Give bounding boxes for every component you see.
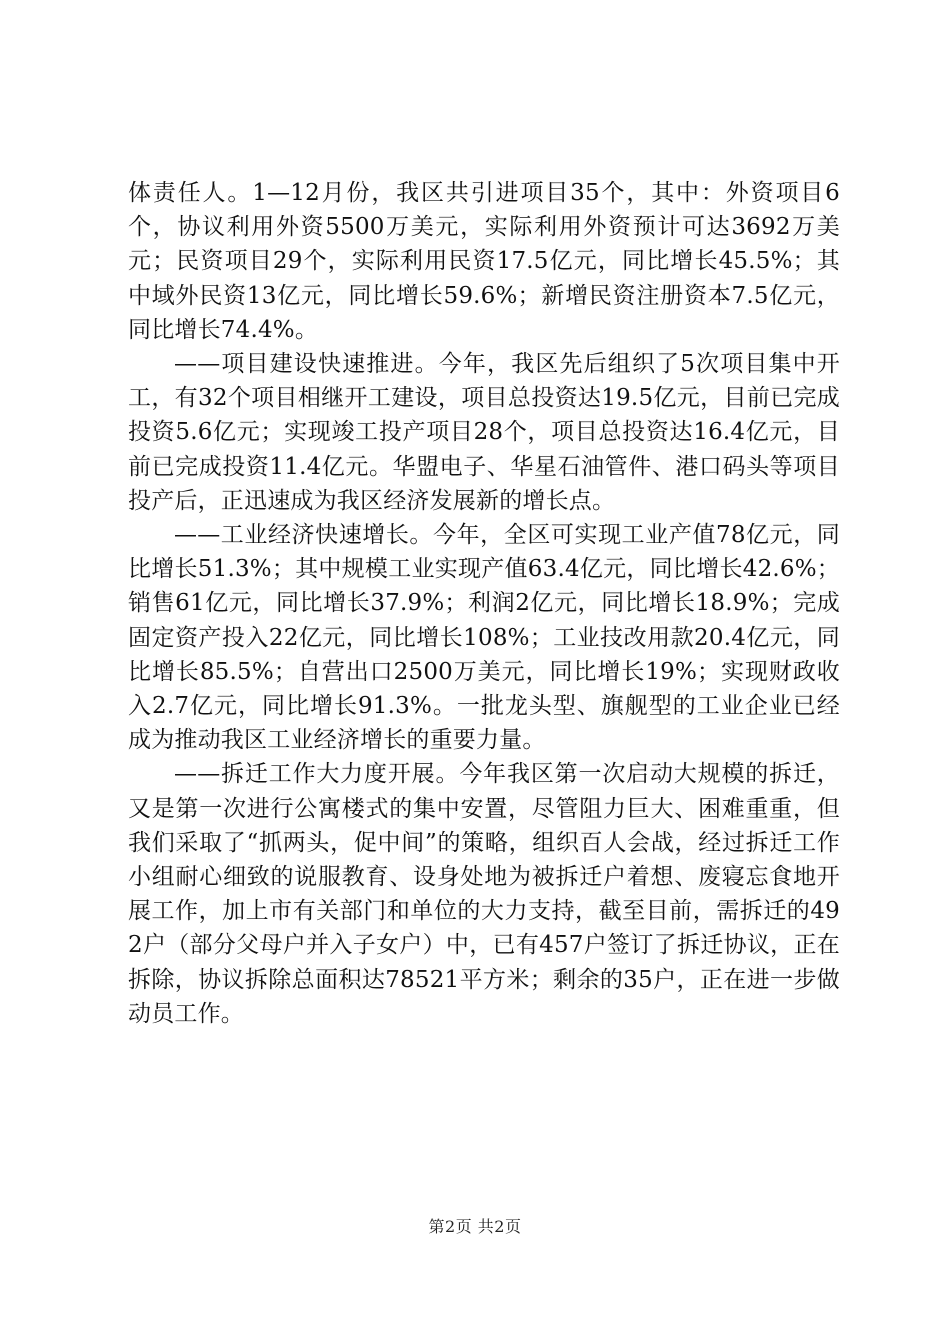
paragraph-demolition-work: ——拆迁工作大力度开展。今年我区第一次启动大规模的拆迁，又是第一次进行公寓楼式的集中安置，尽管阻力巨大、困难重重，但我们采取了“抓两头，促中间”的策略，组织百人会战，经过拆迁工作小组耐心细致的说服教育、设身处地为被拆迁户着想、废寝忘食地开展工作，加上市有关部门和单位的大力支持，截至目前，需拆迁的492户（部分父母户并入子女户）中，已有457户签订了拆迁协议，正在拆除，协议拆除总面积达78521平方米；剩余的35户，正在进一步做动员工作。 [128,761,840,1027]
paragraph-industrial-economy: ——工业经济快速增长。今年，全区可实现工业产值78亿元，同比增长51.3%；其中规模工业实现产值63.4亿元，同比增长42.6%；销售61亿元，同比增长37.9%；利润2亿元，同比增长18.9%；完成固定资产投入22亿元，同比增长108%；工业技改用款20.4亿元，同比增长85.5%；自营出口2500万美元，同比增长19%；实现财政收入2.7亿元，同比增长91.3%。一批龙头型、旗舰型的工业企业已经成为推动我区工业经济增长的重要力量。 [128,522,840,754]
page-number-footer: 第2页 共2页 [428,1217,522,1236]
document-body [128,176,840,1031]
paragraph-project-construction: ——项目建设快速推进。今年，我区先后组织了5次项目集中开工，有32个项目相继开工建设，项目总投资达19.5亿元，目前已完成投资5.6亿元；实现竣工投产项目28个，项目总投资达16.4亿元，目前已完成投资11.4亿元。华盟电子、华星石油管件、港口码头等项目投产后，正迅速成为我区经济发展新的增长点。 [128,351,840,514]
paragraph-continuation: 体责任人。1—12月份，我区共引进项目35个，其中：外资项目6个，协议利用外资5500万美元，实际利用外资预计可达3692万美元；民资项目29个，实际利用民资17.5亿元，同比增长45.5%；其中域外民资13亿元，同比增长59.6%；新增民资注册资本7.5亿元，同比增长74.4%。 [128,180,840,343]
